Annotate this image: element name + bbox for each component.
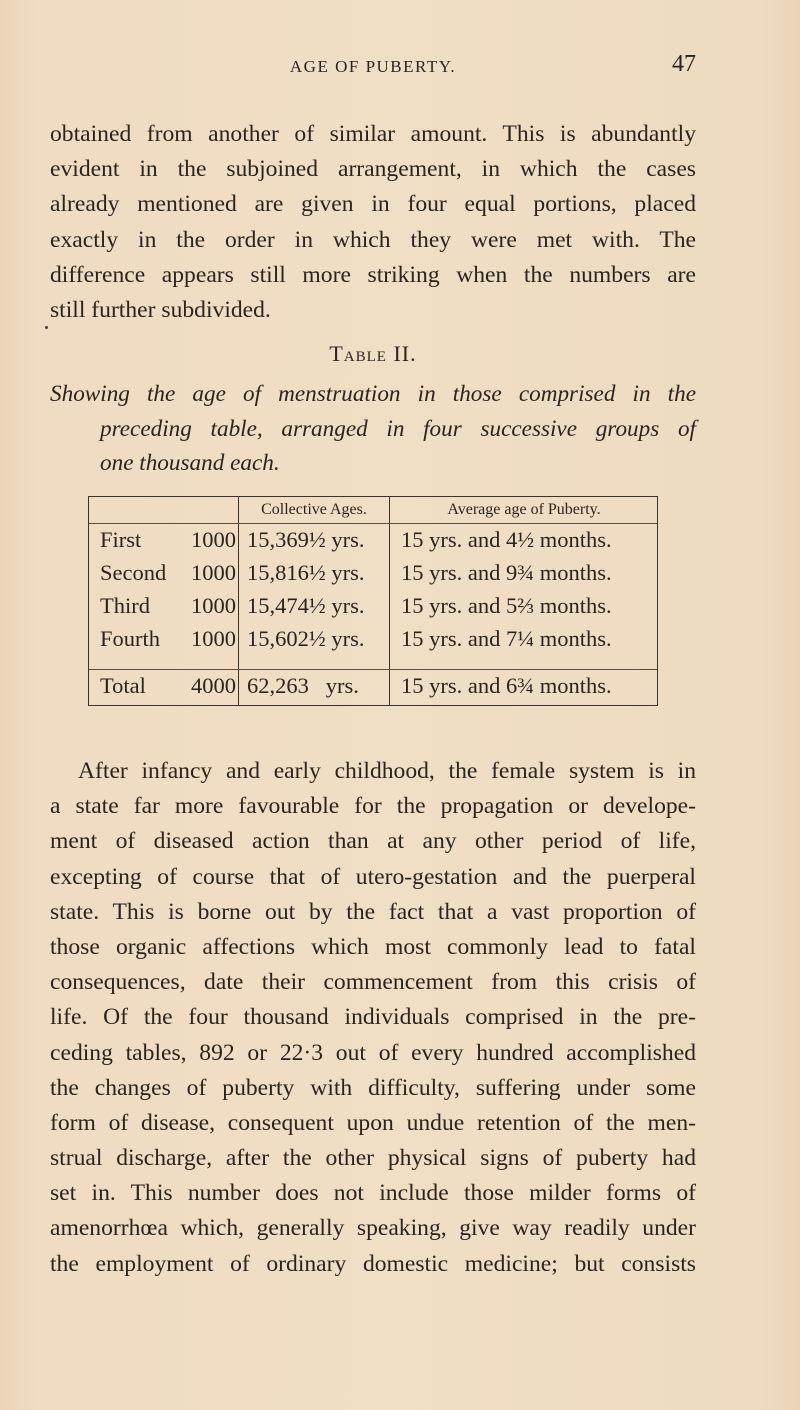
text-line: consequences, date their commencement from this crisis of [50, 969, 696, 996]
group-label: First [100, 527, 142, 552]
total-average-age: 15 yrs. and 6¾ months. [401, 673, 612, 698]
text-line: life. Of the four thousand individuals comprised in the pre- [50, 1004, 696, 1031]
text-line: amenorrhœa which, generally speaking, give way readily under [50, 1215, 696, 1242]
group-count: 1000 [191, 593, 236, 618]
table-row [89, 626, 657, 656]
text-line: After infancy and early childhood, the female system is in [78, 758, 696, 784]
text-line: difference appears still more striking when the numbers are [50, 261, 696, 288]
text-line: those organic affections which most commonly lead to fatal [50, 933, 696, 960]
paper-speck [45, 326, 48, 329]
text-line: evident in the subjoined arrangement, in which the cases [50, 156, 696, 183]
group-label: Second [100, 560, 167, 585]
table-row [89, 593, 657, 623]
running-head [50, 53, 696, 83]
paragraph-body [50, 754, 696, 1282]
text-line: ment of diseased action than at any other period of life, [50, 828, 696, 855]
total-count: 4000 [191, 673, 236, 698]
table-heading [50, 341, 696, 367]
group-count: 1000 [191, 626, 236, 651]
paragraph-intro [50, 117, 696, 328]
text-line: state. This is borne out by the fact that a vast proportion of [50, 898, 696, 925]
text-line: set in. This number does not include those milder forms of [50, 1180, 696, 1207]
caption-line: Showing the age of menstruation in those comprised in the [50, 381, 696, 407]
text-line: the employment of ordinary domestic medicine; but consists [50, 1250, 696, 1277]
collective-age: 15,474½ yrs. [247, 593, 365, 618]
total-collective-age: 62,263 yrs. [247, 673, 359, 698]
caption-line: one thousand each. [100, 450, 280, 476]
average-age: 15 yrs. and 4½ months. [401, 527, 612, 552]
text-line: strual discharge, after the other physical signs of puberty had [50, 1145, 696, 1172]
text-line: exactly in the order in which they were met with. The [50, 226, 696, 253]
average-age: 15 yrs. and 7¼ months. [401, 626, 612, 651]
table-row [89, 527, 657, 557]
text-line: obtained from another of similar amount. This is abundantly [50, 121, 696, 147]
collective-age: 15,816½ yrs. [247, 560, 365, 585]
text-line: a state far more favourable for the propagation or develope- [50, 793, 696, 820]
text-line: form of disease, consequent upon undue retention of the men- [50, 1109, 696, 1136]
group-count: 1000 [191, 560, 236, 585]
text-line: the changes of puberty with difficulty, suffering under some [50, 1074, 696, 1101]
caption-line: preceding table, arranged in four successive groups of [100, 415, 696, 442]
running-title: AGE OF PUBERTY. [289, 57, 457, 76]
group-label: Third [100, 593, 150, 618]
column-header-average-age: Average age of Puberty. [447, 501, 601, 518]
table-row [89, 560, 657, 590]
average-age: 15 yrs. and 9¾ months. [401, 560, 612, 585]
table-total-row [89, 673, 657, 703]
column-header-collective-ages: Collective Ages. [261, 501, 367, 518]
group-count: 1000 [191, 527, 236, 552]
collective-age: 15,369½ yrs. [247, 527, 365, 552]
puberty-table [88, 496, 658, 706]
total-rule [89, 669, 657, 670]
group-label: Fourth [100, 626, 161, 651]
average-age: 15 yrs. and 5⅔ months. [401, 593, 612, 618]
total-label: Total [100, 673, 146, 698]
table-caption [50, 377, 696, 481]
text-line: already mentioned are given in four equal portions, placed [50, 191, 696, 218]
header-rule [89, 523, 657, 524]
collective-age: 15,602½ yrs. [247, 626, 365, 651]
text-line: still further subdivided. [50, 296, 271, 323]
text-line: excepting of course that of utero-gestation and the puerperal [50, 863, 696, 890]
page-number: 47 [672, 51, 696, 77]
text-line: ceding tables, 892 or 22·3 out of every hundred accomplished [50, 1039, 696, 1066]
table-heading-text: Table II. [329, 341, 417, 366]
